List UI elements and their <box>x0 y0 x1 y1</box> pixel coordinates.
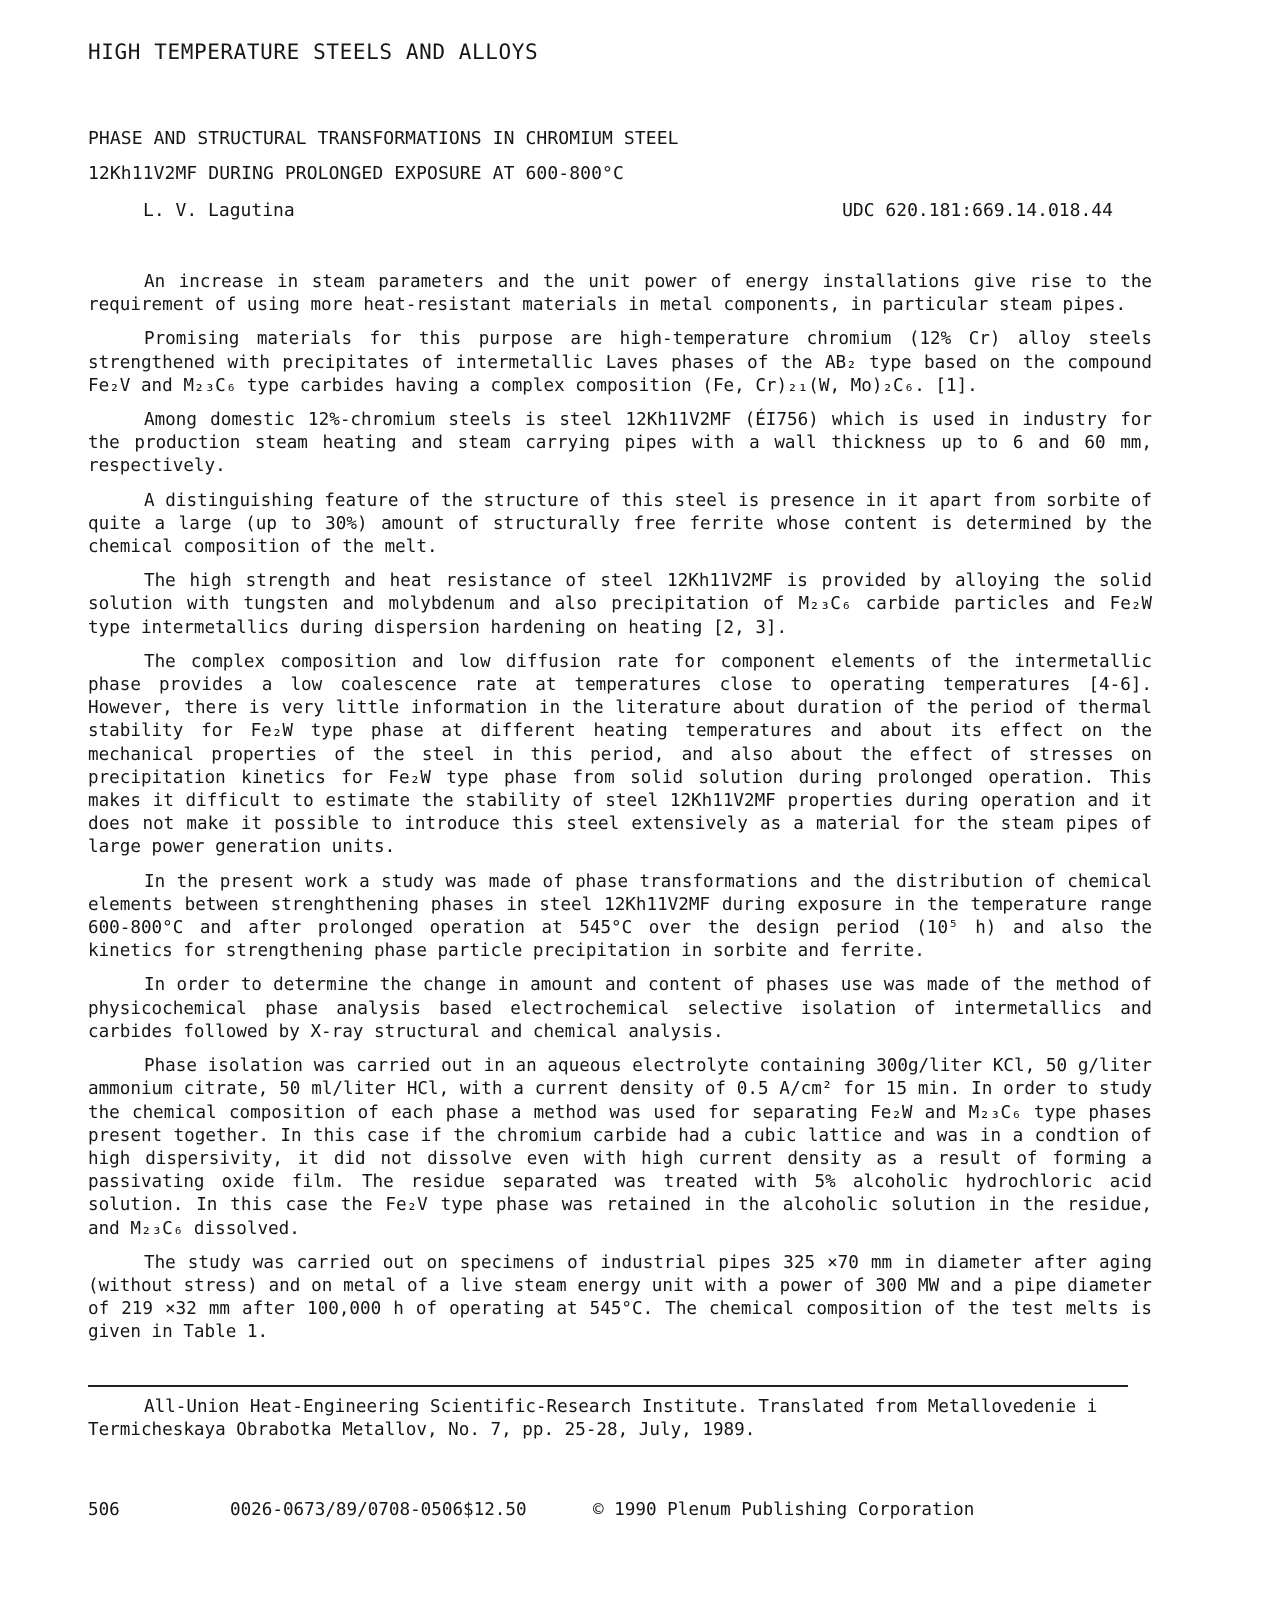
paragraph-6: The complex composition and low diffusion rate for component elements of the intermetallic phase provides a low coalescence rate at temperatures close to operating temperatures [4-6]. However, there is very little information in the literature about duration of the period of thermal stability for Fe₂W type phase at different heating temperatures and about its effect on the mechanical properties of the steel in this period, and also about the effect of stresses on precipitation kinetics for Fe₂W type phase from solid solution during prolonged operation. This makes it difficult to estimate the stability of steel 12Kh11V2MF properties during operation and it does not make it possible to introduce this steel extensively as a material for the steam pipes of large power generation units. <box>88 651 1152 858</box>
footnote <box>88 1396 1160 1442</box>
paragraph-1: An increase in steam parameters and the unit power of energy installations give rise to the requirement of using more heat-resistant materials in metal components, in particular steam pipes. <box>88 272 1152 316</box>
paragraph-10: The study was carried out on specimens of industrial pipes 325 ×70 mm in diameter after aging (without stress) and on metal of a live steam energy unit with a power of 300 MW and a pipe diameter of 219 ×32 mm after 100,000 h of operating at 545°C. The chemical composition of the test melts is given in Table 1. <box>88 1252 1152 1343</box>
paragraph-5: The high strength and heat resistance of steel 12Kh11V2MF is provided by alloying the solid solution with tungsten and molybdenum and also precipitation of M₂₃C₆ carbide particles and Fe₂W type intermetallics during dispersion hardening on heating [2, 3]. <box>88 571 1152 638</box>
paragraph-3: Among domestic 12%-chromium steels is steel 12Kh11V2MF (ÉI756) which is used in industry for the production steam heating and steam carrying pipes with a wall thickness up to 6 and 60 mm, respectively. <box>88 410 1152 477</box>
footnote-divider <box>88 1385 1128 1387</box>
paragraph-9: Phase isolation was carried out in an aqueous electrolyte containing 300g/liter KCl, 50 g/liter ammonium citrate, 50 ml/liter HCl, with a current density of 0.5 A/cm² for 15 min. In order to study the chemical composition of each phase a method was used for separating Fe₂W and M₂₃C₆ type phases present together. In this case if the chromium carbide had a cubic lattice and was in a condtion of high dispersivity, it did not dissolve even with high current density as a result of forming a passivating oxide film. The residue separated was treated with 5% alcoholic hydrochloric acid solution. In this case the Fe₂V type phase was retained in the alcoholic solution in the residue, and M₂₃C₆ dissolved. <box>88 1056 1152 1239</box>
paragraph-2: Promising materials for this purpose are high-temperature chromium (12% Cr) alloy steels strengthened with precipitates of intermetallic Laves phases of the AB₂ type based on the compound Fe₂V and M₂₃C₆ type carbides having a complex composition (Fe, Cr)₂₁(W, Mo)₂C₆. [1]. <box>88 329 1152 396</box>
udc-code: UDC 620.181:669.14.018.44 <box>842 200 1113 221</box>
footnote-text: All-Union Heat-Engineering Scientific-Research Institute. Translated from Metallovedenie i Termicheskaya Obrabotka Metallov, No. 7, pp. 25-28, July, 1989. <box>88 1397 1098 1441</box>
article-title-line-2: 12Kh11V2MF DURING PROLONGED EXPOSURE AT 600-800°C <box>88 163 624 184</box>
paragraph-8: In order to determine the change in amount and content of phases use was made of the method of physicochemical phase analysis based electrochemical selective isolation of intermetallics and carbides followed by X-ray structural and chemical analysis. <box>88 975 1152 1042</box>
article-body <box>88 271 1152 1356</box>
paragraph-4: A distinguishing feature of the structure of this steel is presence in it apart from sorbite of quite a large (up to 30%) amount of structurally free ferrite whose content is determined by the chemical composition of the melt. <box>88 490 1152 558</box>
section-heading: HIGH TEMPERATURE STEELS AND ALLOYS <box>88 40 539 64</box>
publication-code: 0026-0673/89/0708-0506$12.50 <box>230 1500 527 1520</box>
author-name: L. V. Lagutina <box>143 200 295 221</box>
copyright-notice: © 1990 Plenum Publishing Corporation <box>593 1500 975 1520</box>
page-number: 506 <box>88 1500 120 1520</box>
article-title <box>88 121 679 191</box>
paragraph-7: In the present work a study was made of phase transformations and the distribution of chemical elements between strenghthening phases in steel 12Kh11V2MF during exposure in the temperature range 600-800°C and after prolonged operation at 545°C over the design period (10⁵ h) and also the kinetics for strengthening phase particle precipitation in sorbite and ferrite. <box>88 871 1152 962</box>
article-title-line-1: PHASE AND STRUCTURAL TRANSFORMATIONS IN CHROMIUM STEEL <box>88 128 679 149</box>
